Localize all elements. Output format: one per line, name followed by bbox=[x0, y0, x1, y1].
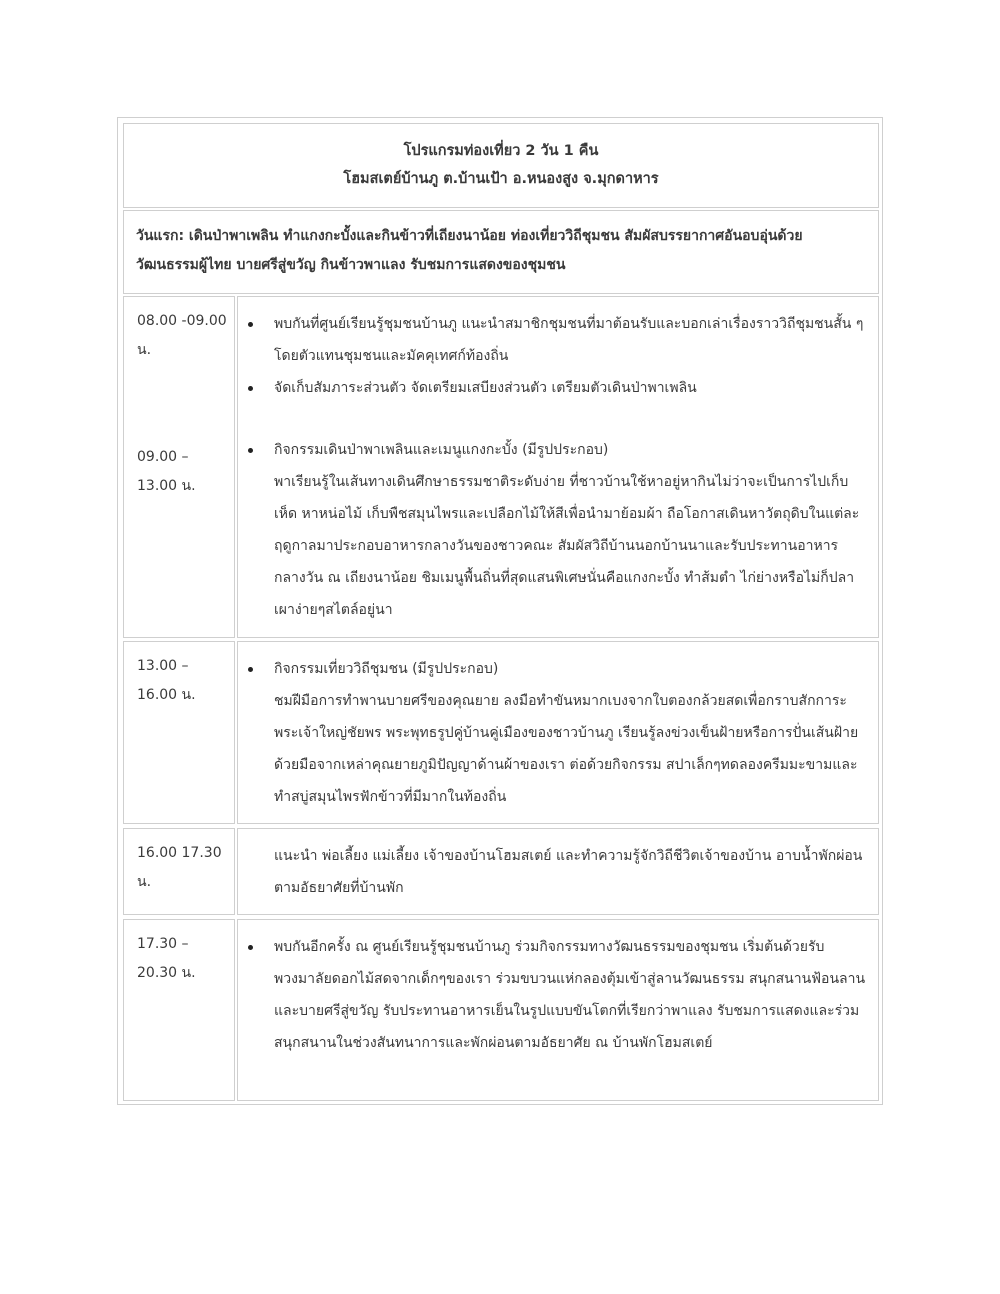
activity-line: ทำสบู่สมุนไพรฟักข้าวที่มีมากในท้องถิ่น bbox=[274, 789, 507, 805]
time-cell bbox=[123, 296, 235, 638]
day-heading-line: วัฒนธรรมผู้ไทย บายศรีสู่ขวัญ กินข้าวพาแลง รับชมการแสดงของชุมชน bbox=[136, 257, 566, 273]
bullet-item bbox=[274, 931, 866, 1059]
activity-line: โดยตัวแทนชุมชนและมัคคุเทศก์ท้องถิ่น bbox=[274, 348, 509, 364]
time-text: 16.00 17.30 bbox=[137, 845, 222, 861]
program-location: โฮมสเตย์บ้านภู ต.บ้านเป้า อ.หนองสูง จ.มุกดาหาร bbox=[343, 171, 659, 187]
activity-line: พวงมาลัยดอกไม้สดจากเด็กๆของเรา ร่วมขบวนแห่กลองตุ้มเข้าสู่ลานวัฒนธรรม สนุกสนานฟ้อนลาน bbox=[274, 971, 866, 987]
activity-cell bbox=[237, 296, 879, 638]
time-text: 20.30 น. bbox=[137, 965, 196, 981]
activity-line: พระเจ้าใหญ่ชัยพร พระพุทธรูปคู่บ้านคู่เมืองของชาวบ้านภู เรียนรู้ลงข่วงเข็นฝ้ายหรือการปั่นเส้นฝ้าย bbox=[274, 725, 859, 741]
activity-line: แนะนำ พ่อเลี้ยง แม่เลี้ยง เจ้าของบ้านโฮมสเตย์ และทำความรู้จักวิถีชีวิตเจ้าของบ้าน อาบน้ำพักผ่อน bbox=[274, 848, 863, 864]
activity-cell bbox=[237, 641, 879, 824]
time-cell bbox=[123, 919, 235, 1101]
activity-line: ตามอัธยาศัยที่บ้านพัก bbox=[274, 880, 404, 896]
activity-line: พาเรียนรู้ในเส้นทางเดินศึกษาธรรมชาติระดับง่าย ที่ชาวบ้านใช้หาอยู่หากินไม่ว่าจะเป็นการไปเก็บ bbox=[274, 474, 849, 490]
time-text: น. bbox=[137, 874, 152, 890]
activity-line: กลางวัน ณ เถียงนาน้อย ชิมเมนูพื้นถิ่นที่สุดแสนพิเศษนั่นคือแกงกะบั้ง ทำส้มตำ ไก่ย่างหรือไม่ก็ปลา bbox=[274, 570, 855, 586]
activity-cell bbox=[237, 919, 879, 1101]
activity-line: ชมฝีมือการทำพานบายศรีของคุณยาย ลงมือทำขันหมากเบงจากใบตองกล้วยสดเพื่อกราบสักการะ bbox=[274, 693, 847, 709]
bullet-item bbox=[274, 434, 866, 626]
activity-line: กิจกรรมเดินป่าพาเพลินและเมนูแกงกะบั้ง (มีรูปประกอบ) bbox=[274, 442, 609, 458]
activity-line: สนุกสนานในช่วงสันทนาการและพักผ่อนตามอัธยาศัย ณ บ้านพักโฮมสเตย์ bbox=[274, 1035, 713, 1051]
time-text: 09.00 – bbox=[137, 449, 189, 465]
activity-line: ด้วยมือจากเหล่าคุณยายภูมิปัญญาด้านผ้าของเรา ต่อด้วยกิจกรรม สปาเล็กๆทดลองครีมมะขามและ bbox=[274, 757, 858, 773]
activity-line: พบกันอีกครั้ง ณ ศูนย์เรียนรู้ชุมชนบ้านภู ร่วมกิจกรรมทางวัฒนธรรมของชุมชน เริ่มต้นด้วยรับ bbox=[274, 939, 825, 955]
time-text: 08.00 -09.00 bbox=[137, 313, 227, 329]
activity-line: กิจกรรมเที่ยววิถีชุมชน (มีรูปประกอบ) bbox=[274, 661, 499, 677]
time-cell bbox=[123, 641, 235, 824]
title-cell bbox=[123, 123, 879, 208]
program-table bbox=[117, 117, 883, 1105]
activity-line: พบกันที่ศูนย์เรียนรู้ชุมชนบ้านภู แนะนำสมาชิกชุมชนที่มาต้อนรับและบอกเล่าเรื่องราววิถีชุมชนสั้น ๆ bbox=[274, 316, 864, 332]
program-title: โปรแกรมท่องเที่ยว 2 วัน 1 คืน bbox=[403, 143, 599, 159]
activity-line: เผาง่ายๆสไตล์อยู่นา bbox=[274, 602, 393, 618]
activity-cell bbox=[237, 828, 879, 915]
bullet-item bbox=[274, 653, 866, 813]
bullet-item bbox=[274, 372, 866, 404]
time-text: 17.30 – bbox=[137, 936, 189, 952]
activity-line: ฤดูกาลมาประกอบอาหารกลางวันของชาวคณะ สัมผัสวิถีบ้านนอกบ้านนาและรับประทานอาหาร bbox=[274, 538, 839, 554]
bullet-item bbox=[274, 308, 866, 372]
activity-line: และบายศรีสู่ขวัญ รับประทานอาหารเย็นในรูปแบบขันโตกที่เรียกว่าพาแลง รับชมการแสดงและร่วม bbox=[274, 1003, 860, 1019]
time-text: 16.00 น. bbox=[137, 687, 196, 703]
time-text: 13.00 – bbox=[137, 658, 189, 674]
activity-line: จัดเก็บสัมภาระส่วนตัว จัดเตรียมเสบียงส่วนตัว เตรียมตัวเดินป่าพาเพลิน bbox=[274, 380, 697, 396]
time-cell bbox=[123, 828, 235, 915]
time-text: น. bbox=[137, 342, 152, 358]
activity-line: เห็ด หาหน่อไม้ เก็บพืชสมุนไพรและเปลือกไม้ให้สีเพื่อนำมาย้อมผ้า ถือโอกาสเดินหาวัตถุดิบในแต่ละ bbox=[274, 506, 860, 522]
time-text: 13.00 น. bbox=[137, 478, 196, 494]
day-heading-cell bbox=[123, 210, 879, 294]
day-heading-line: วันแรก: เดินป่าพาเพลิน ทำแกงกะบั้งและกินข้าวที่เถียงนาน้อย ท่องเที่ยววิถีชุมชน สัมผัสบรรยากาศอันอบอุ่นด้วย bbox=[136, 228, 803, 244]
